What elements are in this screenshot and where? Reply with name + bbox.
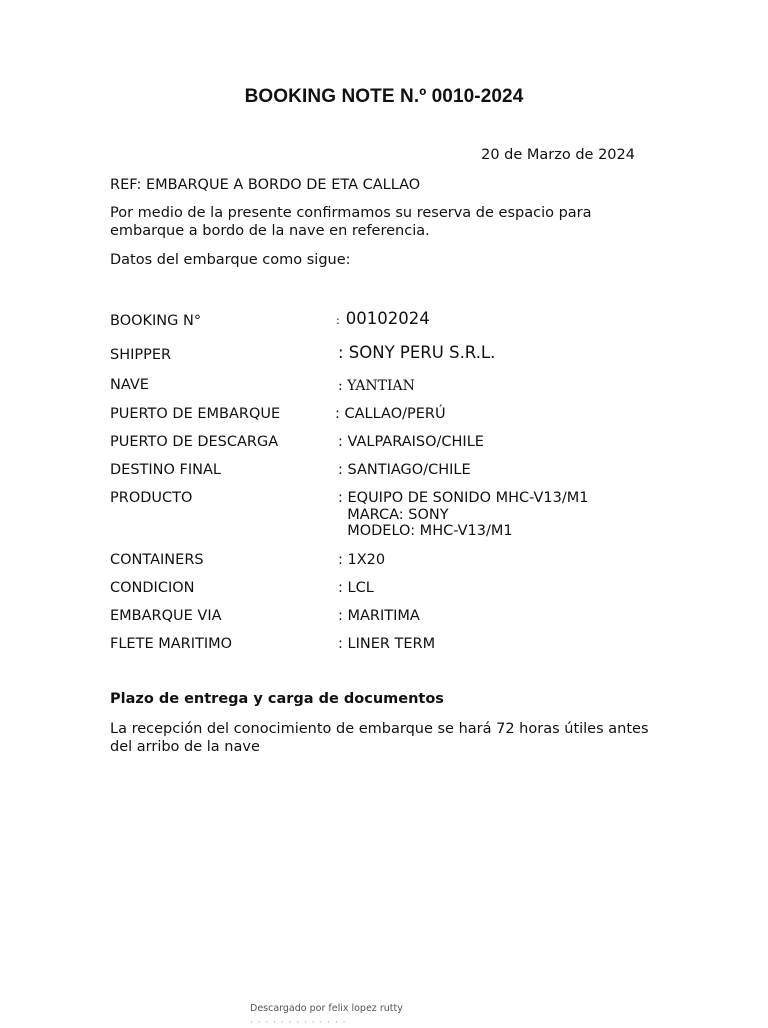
product-line-3: MODELO: MHC-V13/M1 [338, 523, 513, 539]
shipper-label: SHIPPER [110, 347, 172, 363]
product-line-2: MARCA: SONY [338, 507, 449, 523]
discharge-port-value: : VALPARAISO/CHILE [338, 434, 484, 450]
product-label: PRODUCTO [110, 490, 193, 506]
intro-paragraph: Por medio de la presente confirmamos su reserva de espacio para embarque a bordo de la nave en referencia. [110, 205, 592, 239]
reference-line: REF: EMBARQUE A BORDO DE ETA CALLAO [110, 177, 421, 193]
download-footer: Descargado por felix lopez rutty [250, 1003, 403, 1014]
containers-value: : 1X20 [338, 552, 386, 568]
loading-port-value: : CALLAO/PERÚ [335, 406, 446, 422]
delivery-section-title: Plazo de entrega y carga de documentos [110, 691, 444, 707]
condition-label: CONDICION [110, 580, 195, 596]
shipping-mode-value: : MARITIMA [338, 608, 420, 624]
shipping-mode-label: EMBARQUE VIA [110, 608, 222, 624]
booking-number-value [336, 310, 430, 330]
delivery-section-text: La recepción del conocimiento de embarque se hará 72 horas útiles antes del arribo de la nave [110, 721, 649, 755]
booking-number-colon: : [336, 314, 340, 327]
document-date: 20 de Marzo de 2024 [481, 147, 635, 163]
ocean-freight-value: : LINER TERM [338, 636, 436, 652]
product-line-1: : EQUIPO DE SONIDO MHC-V13/M1 [338, 490, 589, 506]
loading-port-label: PUERTO DE EMBARQUE [110, 406, 281, 422]
ocean-freight-label: FLETE MARITIMO [110, 636, 233, 652]
discharge-port-label: PUERTO DE DESCARGA [110, 434, 279, 450]
data-intro-line: Datos del embarque como sigue: [110, 252, 351, 268]
document-title: BOOKING NOTE N.º 0010-2024 [244, 86, 524, 107]
booking-number-label: BOOKING N° [110, 313, 202, 329]
final-destination-value: : SANTIAGO/CHILE [338, 462, 471, 478]
condition-value: : LCL [338, 580, 374, 596]
booking-number-text: 00102024 [345, 309, 430, 328]
vessel-value: : YANTIAN [338, 378, 415, 394]
vessel-label: NAVE [110, 377, 149, 393]
final-destination-label: DESTINO FINAL [110, 462, 221, 478]
footer-faded-line: · · · · · · · · · · · · · [250, 1018, 347, 1028]
containers-label: CONTAINERS [110, 552, 204, 568]
shipper-value: : SONY PERU S.R.L. [338, 343, 496, 362]
